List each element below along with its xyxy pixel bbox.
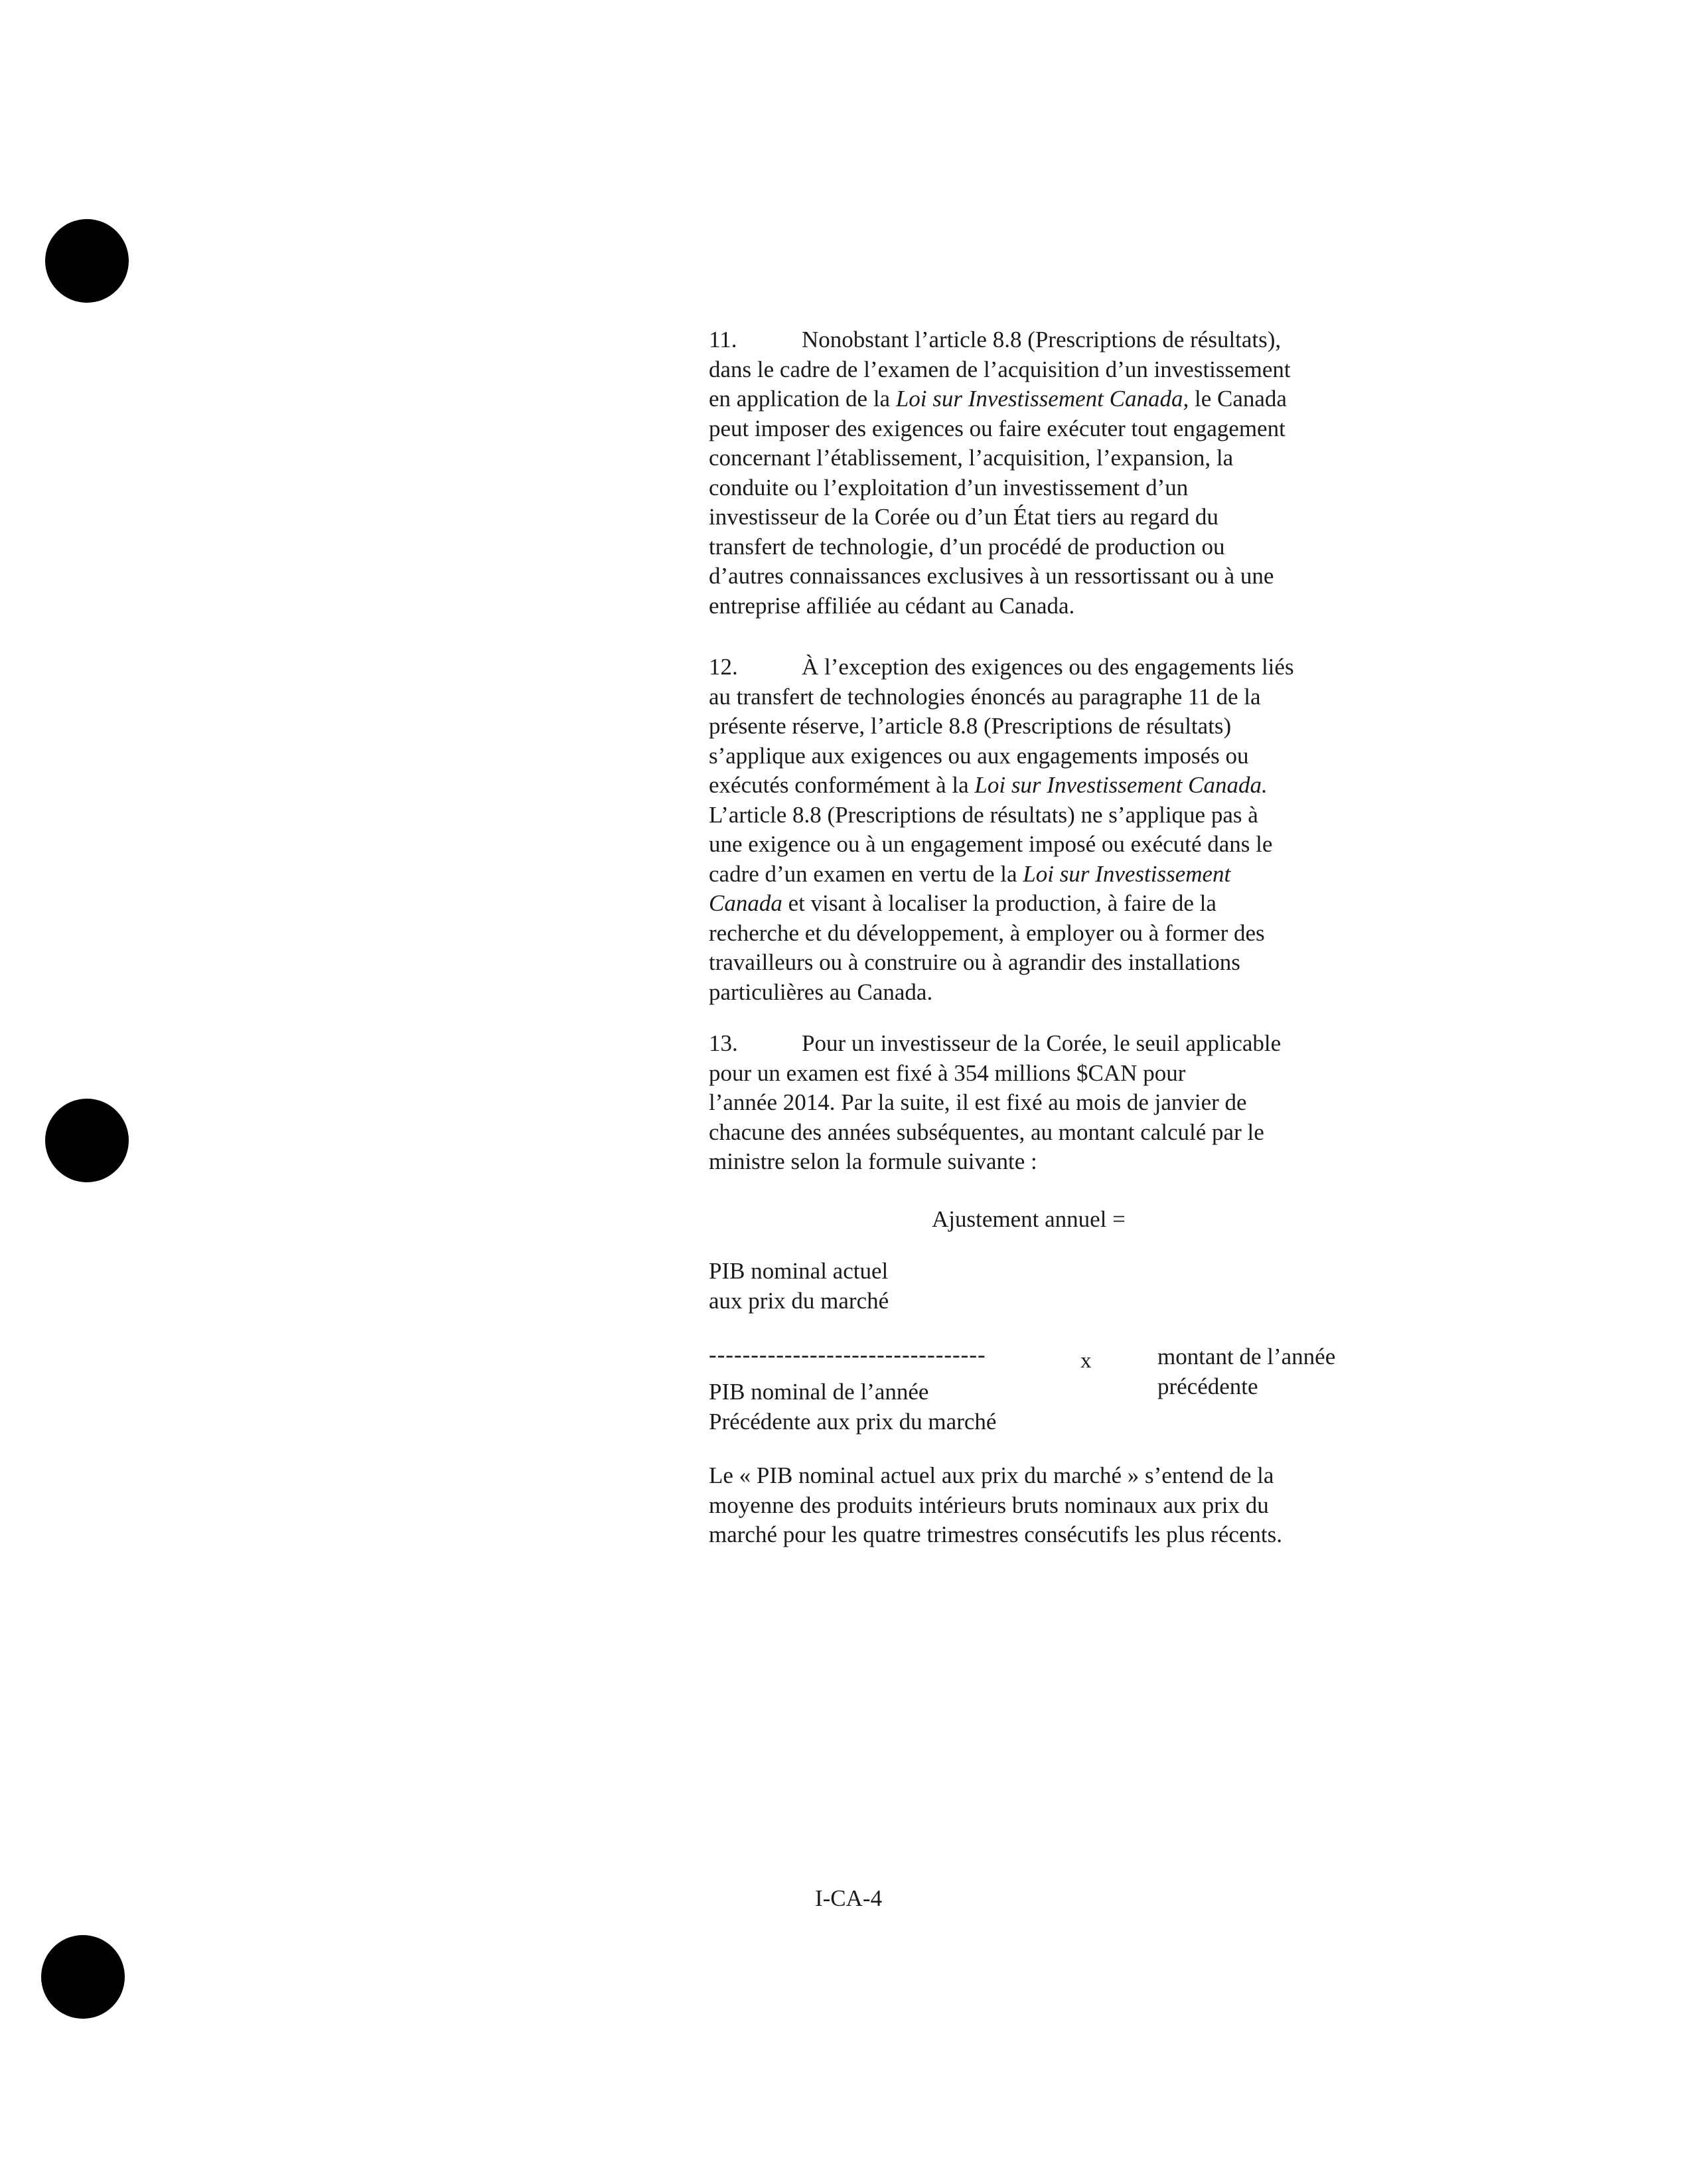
paragraph-line: dans le cadre de l’examen de l’acquisition d’un investissement	[709, 356, 1291, 382]
fraction-line: ---------------------------------	[709, 1342, 986, 1367]
punch-hole-bottom	[41, 1935, 125, 2019]
paragraph-line: chacune des années subséquentes, au montant calculé par le	[709, 1119, 1264, 1145]
paragraph-line: travailleurs ou à construire ou à agrandir des installations	[709, 949, 1240, 975]
paragraph-line: d’autres connaissances exclusives à un ressortissant ou à une	[709, 563, 1274, 589]
paragraph-number: 11.	[709, 327, 737, 352]
paragraph-number: 13.	[709, 1030, 738, 1056]
paragraph-line: recherche et du développement, à employer ou à former des	[709, 919, 1265, 946]
paragraph-number: 12.	[709, 654, 738, 680]
paragraph-line	[709, 1029, 1372, 1059]
paragraph-line: s’applique aux exigences ou aux engagements imposés ou	[709, 742, 1249, 769]
paragraph-line	[709, 653, 1372, 682]
paragraph-text: et visant à localiser la production, à faire de la	[782, 890, 1216, 916]
paragraph-text: À l’exception des exigences ou des engagements liés	[802, 654, 1294, 680]
paragraph-line	[709, 325, 1372, 355]
paragraph-line: l’année 2014. Par la suite, il est fixé au mois de janvier de	[709, 1089, 1247, 1115]
paragraph-line: particulières au Canada.	[709, 978, 933, 1005]
paragraph-line: une exigence ou à un engagement imposé ou exécuté dans le	[709, 831, 1273, 857]
paragraph-line: ministre selon la formule suivante :	[709, 1148, 1037, 1174]
paragraph-line: L’article 8.8 (Prescriptions de résultats) ne s’applique pas à	[709, 801, 1258, 828]
paragraph-line: investisseur de la Corée ou d’un État tiers au regard du	[709, 504, 1218, 530]
paragraph-11	[709, 325, 1372, 621]
multiplication-sign: x	[1080, 1349, 1092, 1373]
statute-title: Loi sur Investissement Canada.	[974, 772, 1268, 798]
paragraph-text: Pour un investisseur de la Corée, le seuil applicable	[802, 1030, 1282, 1056]
paragraph-line: entreprise affiliée au cédant au Canada.	[709, 592, 1075, 619]
paragraph-line	[709, 771, 1372, 801]
paragraph-text: en application de la	[709, 386, 896, 412]
multiplier-line: précédente	[1157, 1373, 1258, 1399]
paragraph-13	[709, 1029, 1372, 1177]
paragraph-text: Nonobstant l’article 8.8 (Prescriptions de résultats),	[802, 327, 1282, 352]
paragraph-line: au transfert de technologies énoncés au paragraphe 11 de la	[709, 683, 1261, 710]
statute-title: Loi sur Investissement Canada,	[895, 386, 1189, 412]
numerator-line: PIB nominal actuel	[709, 1258, 889, 1284]
formula-denominator	[709, 1377, 996, 1437]
statute-title: Loi sur Investissement	[1023, 860, 1231, 887]
paragraph-line	[709, 860, 1372, 890]
multiplier-line: montant de l’année	[1157, 1344, 1336, 1369]
denominator-line: PIB nominal de l’année	[709, 1379, 929, 1405]
paragraph-line: pour un examen est fixé à 354 millions $CAN pour	[709, 1059, 1186, 1086]
punch-hole-top	[45, 219, 129, 303]
formula-numerator	[709, 1257, 889, 1316]
numerator-line: aux prix du marché	[709, 1287, 889, 1314]
paragraph-text: le Canada	[1189, 386, 1287, 412]
paragraph-line: présente réserve, l’article 8.8 (Prescriptions de résultats)	[709, 713, 1232, 739]
paragraph-12	[709, 653, 1372, 1007]
paragraph-line: peut imposer des exigences ou faire exécuter tout engagement	[709, 415, 1286, 441]
paragraph-text: cadre d’un examen en vertu de la	[709, 860, 1023, 887]
paragraph-line: concernant l’établissement, l’acquisition, l’expansion, la	[709, 445, 1234, 471]
formula-title: Ajustement annuel =	[932, 1206, 1126, 1232]
paragraph-line: conduite ou l’exploitation d’un investissement d’un	[709, 474, 1189, 501]
paragraph-line: transfert de technologie, d’un procédé de production ou	[709, 533, 1225, 560]
denominator-line: Précédente aux prix du marché	[709, 1408, 997, 1435]
formula-multiplier	[1157, 1342, 1335, 1401]
page-number: I-CA-4	[815, 1885, 883, 1911]
paragraph-line: moyenne des produits intérieurs bruts nominaux aux prix du	[709, 1492, 1269, 1518]
statute-title: Canada	[709, 890, 782, 916]
paragraph-line: marché pour les quatre trimestres consécutifs les plus récents.	[709, 1521, 1283, 1547]
paragraph-text: exécutés conformément à la	[709, 772, 975, 798]
paragraph-line	[709, 384, 1372, 414]
definition-paragraph	[709, 1461, 1282, 1550]
paragraph-line	[709, 889, 1372, 919]
punch-hole-middle	[45, 1099, 129, 1182]
paragraph-line: Le « PIB nominal actuel aux prix du marché » s’entend de la	[709, 1462, 1274, 1488]
